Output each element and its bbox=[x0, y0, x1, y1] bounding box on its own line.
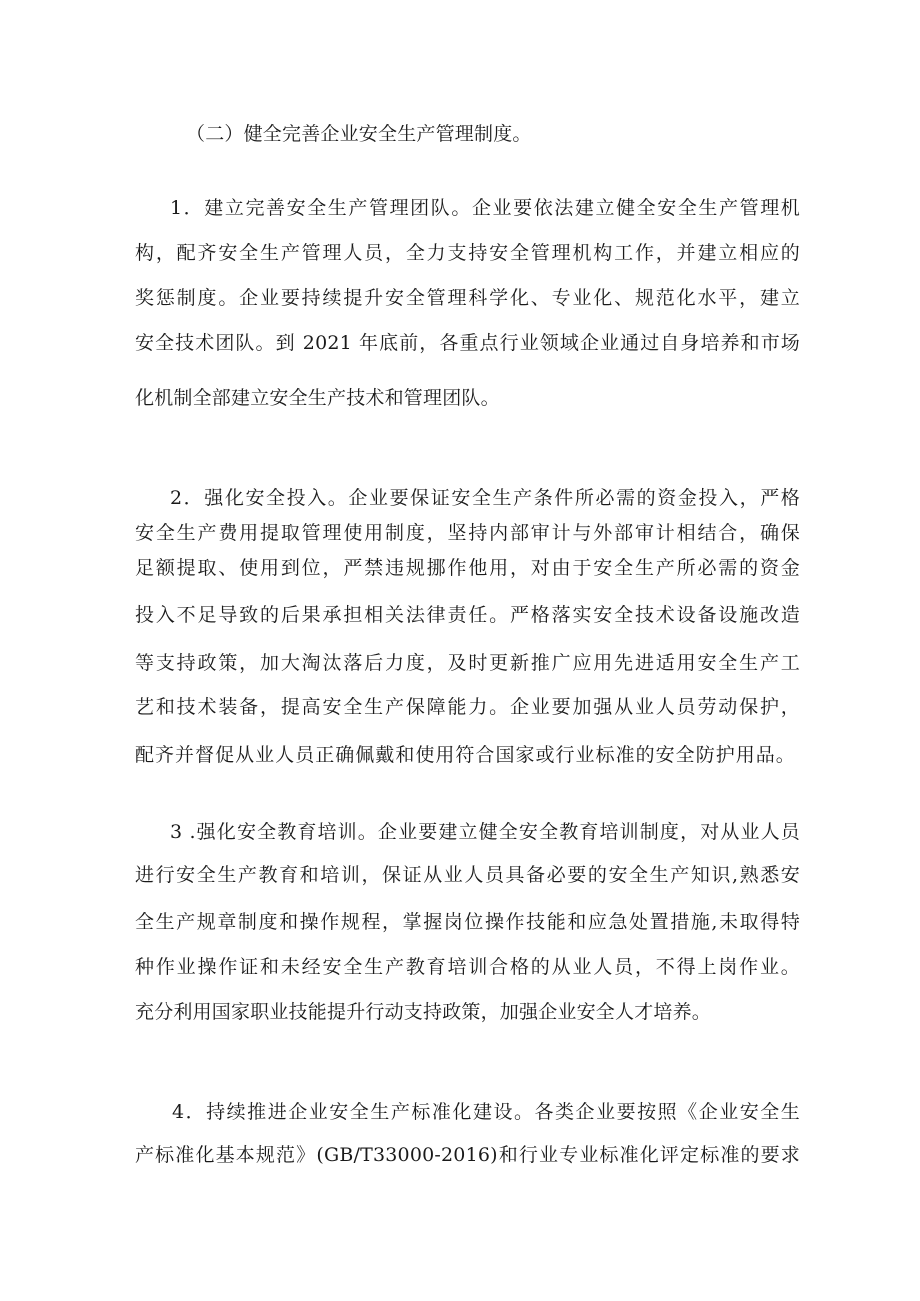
paragraph-2-line-5: 等支持政策，加大淘汰落后力度，及时更新推广应用先进适用安全生产工 bbox=[135, 652, 800, 674]
section-heading: （二）健全完善企业安全生产管理制度。 bbox=[186, 123, 532, 145]
paragraph-2-line-2: 安全生产费用提取管理使用制度，坚持内部审计与外部审计相结合，确保 bbox=[135, 522, 800, 544]
paragraph-4-line-1: 4．持续推进企业安全生产标准化建设。各类企业要按照《企业安全生 bbox=[172, 1101, 800, 1123]
paragraph-3-line-1: 3 .强化安全教育培训。企业要建立健全安全教育培训制度，对从业人员 bbox=[170, 821, 800, 843]
paragraph-2-line-6: 艺和技术装备，提高安全生产保障能力。企业要加强从业人员劳动保护， bbox=[135, 696, 800, 718]
paragraph-3-line-5: 充分利用国家职业技能提升行动支持政策，加强企业安全人才培养。 bbox=[135, 1001, 712, 1023]
paragraph-1-line-4: 安全技术团队。到 2021 年底前，各重点行业领域企业通过自身培养和市场 bbox=[135, 332, 800, 354]
paragraph-2-line-4: 投入不足导致的后果承担相关法律责任。严格落实安全技术设备设施改造 bbox=[135, 604, 800, 626]
paragraph-2-line-7: 配齐并督促从业人员正确佩戴和使用符合国家或行业标准的安全防护用品。 bbox=[135, 744, 795, 766]
paragraph-2-line-1: 2．强化安全投入。企业要保证安全生产条件所必需的资金投入，严格 bbox=[170, 487, 800, 509]
paragraph-3-line-3: 全生产规章制度和操作规程，掌握岗位操作技能和应急处置措施,未取得特 bbox=[135, 911, 800, 933]
paragraph-4-line-2: 产标准化基本规范》(GB/T33000-2016)和行业专业标准化评定标准的要求 bbox=[135, 1144, 800, 1166]
paragraph-3-line-2: 进行安全生产教育和培训，保证从业人员具备必要的安全生产知识,熟悉安 bbox=[135, 864, 800, 886]
paragraph-1-line-2: 构，配齐安全生产管理人员，全力支持安全管理机构工作，并建立相应的 bbox=[135, 242, 800, 264]
paragraph-2-line-3: 足额提取、使用到位，严禁违规挪作他用，对由于安全生产所必需的资金 bbox=[135, 557, 800, 579]
paragraph-3-line-4: 种作业操作证和未经安全生产教育培训合格的从业人员，不得上岗作业。 bbox=[135, 956, 800, 978]
paragraph-1-line-5: 化机制全部建立安全生产技术和管理团队。 bbox=[135, 387, 500, 409]
paragraph-1-line-3: 奖惩制度。企业要持续提升安全管理科学化、专业化、规范化水平，建立 bbox=[135, 287, 800, 309]
paragraph-1-line-1: 1．建立完善安全生产管理团队。企业要依法建立健全安全生产管理机 bbox=[170, 197, 800, 219]
